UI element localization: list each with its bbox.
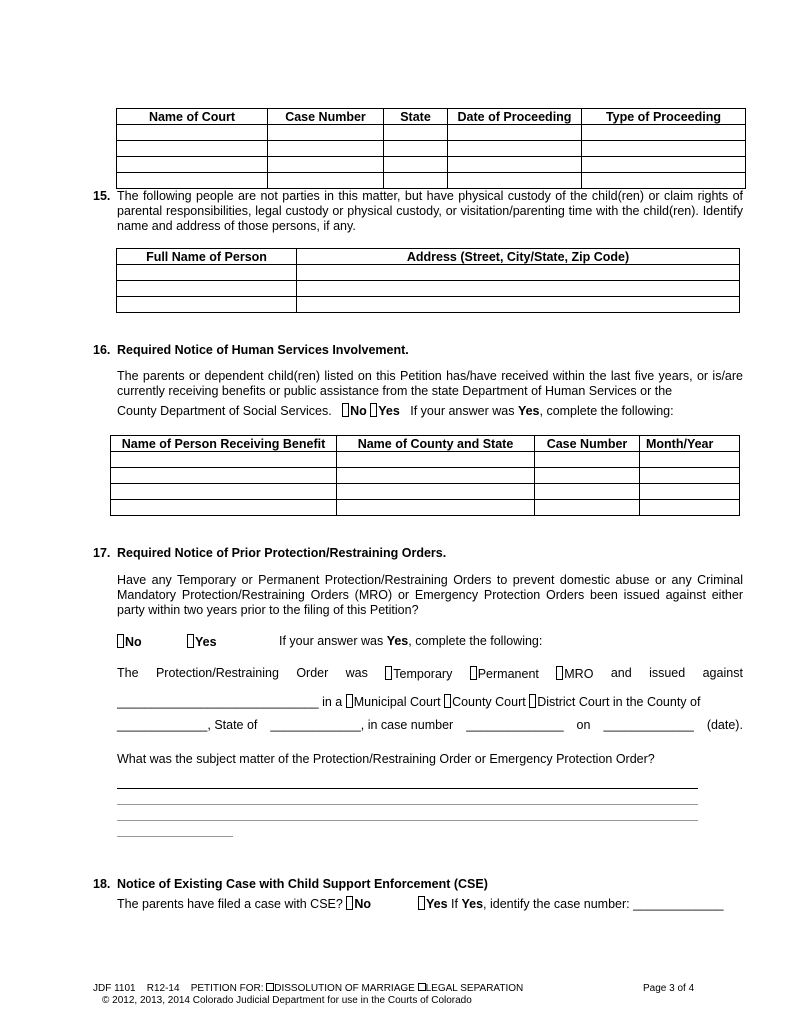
form-revision: R12-14: [146, 983, 180, 994]
word-order: Order: [296, 666, 329, 680]
no-checkbox[interactable]: [346, 896, 353, 910]
on-label: on: [576, 718, 591, 732]
item-17-instruction: [279, 634, 542, 648]
municipal-court-label: Municipal Court: [353, 695, 441, 709]
legal-separation-label: LEGAL SEPARATION: [425, 983, 524, 994]
col-case-number: Case Number: [268, 109, 384, 125]
case-number-label: , in case number: [360, 718, 454, 732]
item-15-number: 15.: [93, 189, 111, 203]
subject-question: What was the subject matter of the Protection/Restraining Order or Emergency Protection Order?: [117, 752, 655, 766]
county-court-label: County Court: [452, 695, 526, 709]
word-issued: issued: [649, 666, 686, 680]
instruction-yes: Yes: [386, 634, 409, 648]
persons-table: [116, 248, 740, 313]
case-number-blank[interactable]: ______________: [466, 718, 564, 732]
yes-checkbox[interactable]: [370, 403, 377, 417]
col-address: Address (Street, City/State, Zip Code): [297, 249, 740, 265]
yes-checkbox[interactable]: [187, 634, 194, 648]
instruction-end: , complete the following:: [408, 634, 543, 648]
item-17-answer-line: [117, 634, 142, 649]
legal-separation-checkbox[interactable]: [418, 983, 426, 991]
footer-form-line: [93, 983, 523, 994]
subject-answer-line-4[interactable]: [117, 836, 233, 837]
item-18-heading: Notice of Existing Case with Child Support Enforcement (CSE): [117, 877, 488, 891]
date-label: (date).: [706, 718, 743, 732]
page-number: Page 3 of 4: [643, 983, 695, 994]
table-row[interactable]: [117, 157, 746, 173]
table-row[interactable]: [111, 468, 740, 484]
col-month-year: Month/Year: [640, 436, 740, 452]
no-label: No: [350, 404, 367, 418]
col-person-receiving-benefit: Name of Person Receiving Benefit: [111, 436, 337, 452]
permanent-label: Permanent: [477, 667, 539, 681]
item-17-number: 17.: [93, 546, 111, 560]
permanent-checkbox[interactable]: [470, 666, 477, 680]
word-protection: Protection/Restraining: [155, 666, 279, 680]
word-in-a: in a: [322, 695, 343, 709]
state-blank[interactable]: _____________: [270, 718, 361, 732]
suffix-yes: Yes: [517, 404, 540, 418]
col-state: State: [384, 109, 448, 125]
table-header-row: [111, 436, 740, 452]
temporary-checkbox[interactable]: [385, 666, 392, 680]
item-17-heading: Required Notice of Prior Protection/Restraining Orders.: [117, 546, 447, 560]
mro-label: MRO: [564, 667, 594, 681]
col-date-of-proceeding: Date of Proceeding: [448, 109, 582, 125]
no-label: No: [354, 897, 371, 911]
table-row[interactable]: [111, 452, 740, 468]
court-proceedings-table: [116, 108, 746, 189]
col-type-of-proceeding: Type of Proceeding: [582, 109, 746, 125]
no-label: No: [125, 635, 142, 649]
county-court-checkbox[interactable]: [444, 694, 451, 708]
no-checkbox[interactable]: [342, 403, 349, 417]
col-case-number: Case Number: [535, 436, 640, 452]
word-and: and: [610, 666, 632, 680]
mro-checkbox[interactable]: [556, 666, 563, 680]
district-court-label: District Court in the County of: [537, 695, 701, 709]
yes-label: Yes: [426, 897, 448, 911]
if-text: If: [447, 897, 462, 911]
item-16-text: The parents or dependent child(ren) listed on this Petition has/have received within the last five years, or is/are currently receiving benefits or public assistance from the state Department of Human Services or the: [117, 369, 743, 398]
item-18-answer-line: [117, 896, 371, 911]
state-case-line: [117, 718, 743, 732]
word-the: The: [117, 666, 139, 680]
state-of-label: , State of: [207, 718, 258, 732]
table-row[interactable]: [111, 484, 740, 500]
date-blank[interactable]: _____________: [603, 718, 694, 732]
identify-text: , identify the case number:: [483, 897, 634, 911]
item-17-yes-group: [187, 634, 217, 649]
temporary-label: Temporary: [393, 667, 453, 681]
district-court-checkbox[interactable]: [529, 694, 536, 708]
order-type-line: [117, 666, 743, 681]
court-type-line: [117, 694, 743, 709]
col-full-name: Full Name of Person: [117, 249, 297, 265]
instruction-text: If your answer was: [279, 634, 387, 648]
item-16-prefix: County Department of Social Services.: [117, 404, 332, 418]
item-16-answer-line: [117, 403, 674, 418]
table-row[interactable]: [117, 141, 746, 157]
benefits-table: [110, 435, 740, 516]
table-row[interactable]: [117, 125, 746, 141]
suffix-text: If your answer was: [410, 404, 518, 418]
item-16-number: 16.: [93, 343, 111, 357]
cse-question: The parents have filed a case with CSE?: [117, 897, 343, 911]
yes-label: Yes: [378, 404, 400, 418]
if-yes: Yes: [461, 897, 484, 911]
yes-checkbox[interactable]: [418, 896, 425, 910]
subject-answer-line-3[interactable]: [117, 820, 698, 821]
item-18-yes-group: [418, 896, 724, 911]
yes-label: Yes: [195, 635, 217, 649]
petition-for-label: PETITION FOR:: [190, 983, 264, 994]
col-county-and-state: Name of County and State: [337, 436, 535, 452]
subject-answer-line-2[interactable]: [117, 804, 698, 805]
table-row[interactable]: [117, 173, 746, 189]
table-row[interactable]: [117, 281, 740, 297]
table-header-row: [117, 249, 740, 265]
table-row[interactable]: [117, 297, 740, 313]
suffix-end: , complete the following:: [539, 404, 674, 418]
no-checkbox[interactable]: [117, 634, 124, 648]
item-15-text: The following people are not parties in this matter, but have physical custody of the child(ren) or claim rights of parental responsibilities, legal custody or physical custody, or visitation/parenting time with the child(ren). Identify name and address of those persons, if any.: [117, 189, 743, 233]
copyright: © 2012, 2013, 2014 Colorado Judicial Department for use in the Courts of Colorado: [102, 995, 472, 1006]
item-17-text: Have any Temporary or Permanent Protection/Restraining Orders to prevent domestic abuse or any Criminal Mandatory Protection/Restraining Orders (MRO) or Emergency Protection Orders been issued against either party within two years prior to the filing of this Petition?: [117, 573, 743, 617]
item-18-number: 18.: [93, 877, 111, 891]
against-blank[interactable]: _____________________________: [117, 695, 319, 709]
word-against: against: [702, 666, 743, 680]
municipal-court-checkbox[interactable]: [346, 694, 353, 708]
table-row[interactable]: [117, 265, 740, 281]
subject-answer-line-1[interactable]: [117, 788, 698, 789]
county-blank[interactable]: _____________: [117, 718, 208, 732]
item-16-heading: Required Notice of Human Services Involvement.: [117, 343, 409, 357]
cse-case-number-blank[interactable]: _____________: [633, 897, 724, 911]
word-was: was: [345, 666, 368, 680]
table-header-row: [117, 109, 746, 125]
form-id: JDF 1101: [93, 983, 136, 994]
col-name-of-court: Name of Court: [117, 109, 268, 125]
table-row[interactable]: [111, 500, 740, 516]
dissolution-label: DISSOLUTION OF MARRIAGE: [274, 983, 415, 994]
